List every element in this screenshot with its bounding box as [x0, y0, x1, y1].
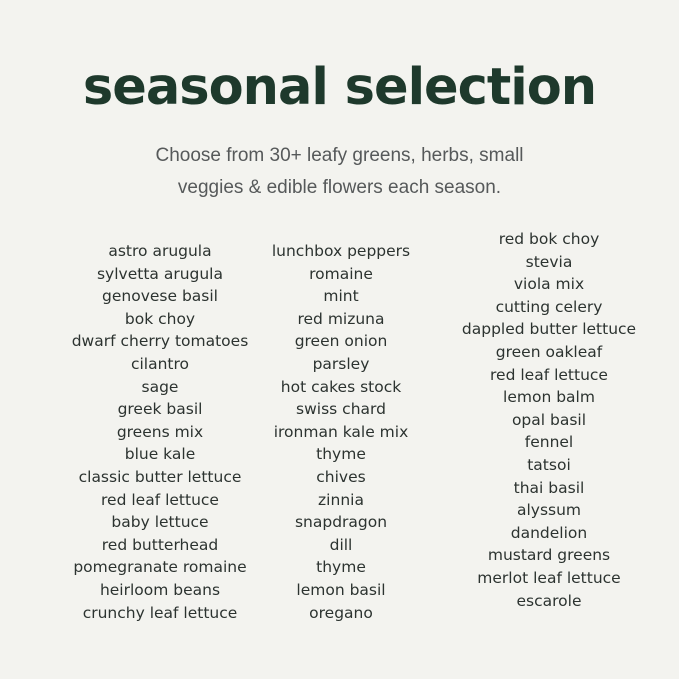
subtitle-line-1: Choose from 30+ leafy greens, herbs, small [155, 145, 524, 166]
list-item: snapdragon [294, 513, 388, 532]
list-item: stevia [525, 252, 573, 271]
list-item: dill [329, 535, 353, 554]
list-item: thyme [316, 558, 366, 577]
list-item: lemon balm [503, 388, 595, 407]
page-title: seasonal selection [82, 58, 597, 117]
list-item: lunchbox peppers [271, 242, 411, 260]
list-item: lemon basil [296, 580, 386, 599]
list-item: mustard greens [487, 546, 611, 565]
list-item: red bok choy [498, 230, 600, 248]
list-item: tatsoi [527, 455, 571, 474]
subtitle-line-2: veggies & edible flowers each season. [177, 177, 502, 198]
list-item: oregano [309, 603, 373, 622]
list-item: heirloom beans [99, 580, 221, 599]
list-item: baby lettuce [111, 513, 209, 532]
list-item: classic butter lettuce [78, 467, 242, 486]
list-item: blue kale [124, 445, 196, 464]
selection-column-2 [264, 240, 418, 624]
subtitle [0, 140, 679, 204]
list-item: genovese basil [102, 287, 218, 306]
list-item: chives [316, 467, 366, 486]
list-item: fennel [524, 433, 574, 452]
list-item: crunchy leaf lettuce [82, 603, 238, 622]
list-item: alyssum [516, 501, 582, 520]
list-item: greek basil [117, 400, 203, 419]
list-item: romaine [309, 264, 373, 283]
list-item: mint [323, 287, 359, 306]
list-item: red leaf lettuce [101, 490, 219, 509]
list-item: astro arugula [108, 242, 212, 260]
list-item: red leaf lettuce [490, 365, 608, 384]
list-item: sage [141, 377, 179, 396]
list-item: thyme [316, 445, 366, 464]
list-item: zinnia [318, 490, 364, 509]
list-item: pomegranate romaine [73, 558, 247, 577]
list-item: green oakleaf [495, 342, 603, 361]
list-item: thai basil [513, 478, 585, 497]
list-item: opal basil [511, 410, 587, 429]
list-item: red mizuna [297, 309, 385, 328]
list-item: bok choy [124, 309, 196, 328]
list-item: hot cakes stock [280, 377, 402, 396]
selection-column-3 [424, 228, 674, 612]
list-item: dandelion [510, 523, 588, 542]
list-item: sylvetta arugula [96, 264, 223, 283]
list-item: green onion [294, 332, 388, 351]
list-item: cilantro [130, 354, 190, 373]
list-item: greens mix [116, 422, 204, 441]
selection-column-1 [40, 240, 280, 624]
list-item: dwarf cherry tomatoes [71, 332, 249, 351]
list-item: red butterhead [101, 535, 219, 554]
list-item: cutting celery [495, 297, 603, 316]
list-item: parsley [312, 354, 370, 373]
list-item: ironman kale mix [273, 422, 409, 441]
list-item: swiss chard [296, 400, 386, 419]
list-item: merlot leaf lettuce [477, 568, 621, 587]
list-item: escarole [516, 591, 582, 610]
list-item: dappled butter lettuce [461, 320, 637, 339]
list-item: viola mix [513, 275, 585, 294]
